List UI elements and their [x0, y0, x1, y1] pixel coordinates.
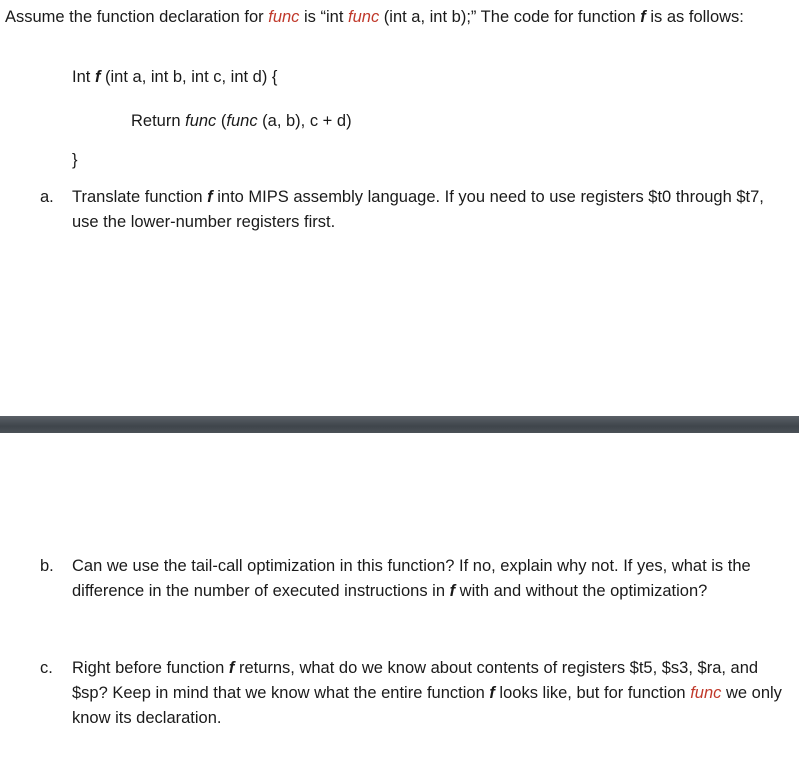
question-marker: b.: [40, 557, 54, 575]
func-name: func: [268, 8, 300, 26]
question-marker: c.: [40, 659, 53, 677]
f-name: f: [207, 188, 213, 206]
f-name: f: [228, 659, 235, 677]
question-text: looks like, but for function: [494, 684, 691, 702]
code-params: (int a, int b, int c, int d) {: [100, 68, 278, 86]
question-a-text: [72, 185, 790, 235]
code-line-3: }: [72, 151, 78, 169]
f-name: f: [640, 8, 646, 26]
intro-text-3: (int a, int b);” The code for function: [379, 8, 641, 26]
code-paren: (: [216, 112, 227, 130]
problem-intro: [5, 4, 790, 30]
section-separator: [0, 416, 799, 433]
intro-text-2: is “int: [299, 8, 349, 26]
f-name: f: [94, 68, 101, 86]
intro-text-1: Assume the function declaration for: [5, 8, 269, 26]
code-args: (a, b), c + d): [257, 112, 352, 130]
question-text: returns, what do we know about contents of registers $t5, $s3, $ra, and $sp? Keep in mind that we know what the entire function: [72, 659, 759, 702]
question-a: [40, 185, 790, 235]
question-text: Translate function: [72, 188, 208, 206]
question-b: [40, 554, 790, 604]
func-name: func: [690, 684, 722, 702]
func-name: func: [185, 112, 217, 130]
question-text: into MIPS assembly language. If you need to use registers $t0 through $t7, use the lower-number registers first.: [72, 188, 764, 231]
f-name: f: [449, 582, 456, 600]
f-name: f: [489, 684, 495, 702]
func-name: func: [226, 112, 258, 130]
func-name: func: [348, 8, 380, 26]
question-c: [40, 656, 790, 731]
question-marker: a.: [40, 188, 54, 206]
question-text: Can we use the tail-call optimization in this function? If no, explain why not. If yes, what is the difference in the number of executed instructions in: [72, 557, 751, 600]
code-return: Return: [131, 112, 186, 130]
code-keyword: Int: [72, 68, 95, 86]
question-text: Right before function: [72, 659, 229, 677]
question-b-text: [72, 554, 790, 604]
question-text: we only know its declaration.: [72, 684, 782, 727]
intro-text-4: is as follows:: [645, 8, 744, 26]
code-line-1: [72, 66, 277, 88]
question-c-text: [72, 656, 790, 731]
question-text: with and without the optimization?: [455, 582, 708, 600]
code-line-2: [131, 110, 352, 132]
